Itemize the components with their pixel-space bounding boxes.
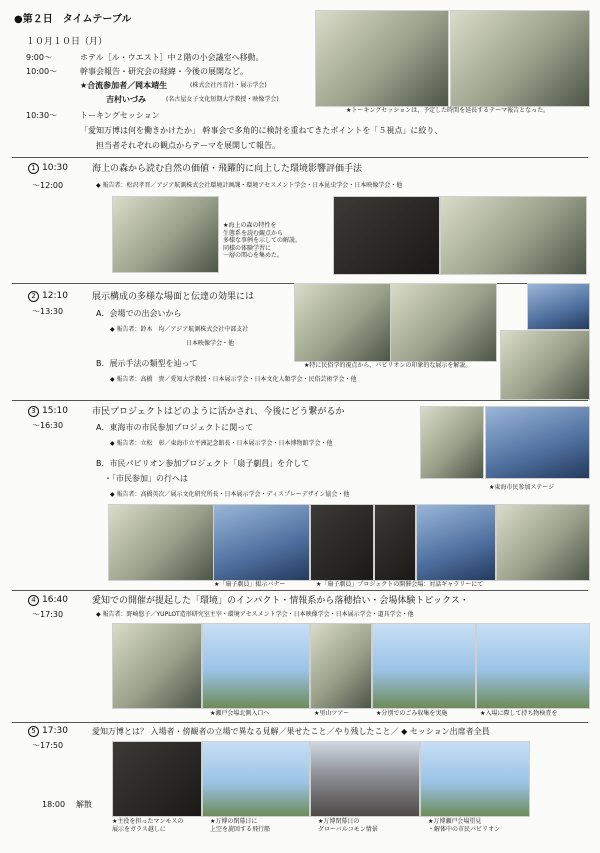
section-3-photo-stage [485, 406, 590, 479]
section-3-number: 3 [28, 406, 39, 417]
section-4-photo-2 [202, 623, 310, 709]
section-2-title: 展示構成の多様な場面と伝達の効果には [92, 292, 255, 302]
session-date: １０月１０日（月） [26, 37, 108, 47]
intro-text-3: トーキングセッション [80, 111, 160, 120]
section-4-title: 愛知での開催が提起した「環境」のインパクト・情報系から落穂拾い・会場体験トピックス・ [92, 596, 469, 606]
section-5-caption-2: ★万博の閉幕日に 上空を旋回する飛行船 [210, 818, 271, 833]
section-4-reporter: ◆ 報告者：野崎悠子／YUPLOT造形研究室主宰・環境アセスメント学会・日本映像学会・日本展示学会・道具学会・他 [96, 611, 414, 618]
section-1-heading [28, 163, 68, 174]
page-title: ●第２日 タイムテーブル [14, 14, 132, 25]
section-4-caption-2: ★里山ツアー [314, 710, 350, 717]
section-3-sub-b2: ・「市民参加」の行へは [104, 474, 188, 483]
section-4-caption-3: ★分別でのごみ収集を実施 [376, 710, 448, 717]
intro-participant-1: ★合流参加者／岡本靖生 [80, 81, 168, 90]
session-photo-1 [315, 10, 449, 107]
section-4-heading [28, 595, 68, 606]
intro-text-2: 幹事会報告・研究会の経緯・今後の展開など。 [80, 67, 248, 76]
intro-time-3: 10:30～ [26, 111, 58, 120]
section-3-photo-3 [310, 504, 374, 581]
section-3-end-time: ～16:30 [32, 421, 64, 430]
divider [12, 400, 588, 401]
section-5-title: 愛知万博とは？ 入場者・傍観者の立場で異なる見解／果せたこと／やり残したこと／ ◆ セッション出席者全員 [92, 727, 490, 736]
section-4-photo-5 [476, 623, 590, 709]
section-1-photo-3 [440, 196, 587, 275]
intro-participant-2-affiliation: (名古屋女子文化短期大学教授・映像学会) [166, 96, 279, 103]
section-1-photo-1 [112, 196, 219, 273]
section-5-number: 5 [28, 726, 39, 737]
section-1-time: 10:30 [42, 163, 68, 173]
section-3-reporter-a: ◆ 報告者：立松 彰／東海市立平洲記念館長・日本展示学会・日本博物館学会・他 [110, 440, 333, 447]
intro-photo-caption: ★トーキングセッションは、予定した時間を延長するテーマ報告となった。 [346, 107, 550, 114]
section-5-end-time: ～17:50 [32, 741, 64, 750]
section-2-number: 2 [28, 291, 39, 302]
section-5-photo-crowd [310, 741, 420, 817]
section-4-photo-1 [112, 623, 202, 709]
section-4-photo-3 [310, 623, 372, 709]
section-2-time: 12:10 [42, 291, 68, 301]
section-4-time: 16:40 [42, 595, 68, 605]
section-2-reporter-a-affiliation: 日本映像学会・他 [186, 340, 235, 347]
section-5-photo-airship [202, 741, 310, 817]
intro-time-2: 10:00～ [26, 67, 58, 76]
section-3-photo-4 [374, 504, 416, 581]
section-3-photo-2 [213, 504, 310, 581]
section-3-sub-b: B．市民パビリオン参加プロジェクト「扇子劇員」を介して [96, 459, 310, 468]
section-5-caption-4: ★万博瀬戸会場望見 ・解体中の市民パビリオン [428, 818, 500, 833]
section-3-reporter-b: ◆ 報告者：高橋英次／展示文化研究所長・日本展示学会・ディスプレーデザイン協会・他 [110, 491, 350, 498]
section-3-caption-event: ★「扇子劇員」プロジェクトの開催会場：対話ギャラリーにて [316, 581, 484, 588]
intro-participant-1-affiliation: (株式会社丹青社・展示学会) [190, 82, 267, 89]
section-2-photo-3 [527, 283, 590, 330]
section-2-end-time: ～13:30 [32, 307, 64, 316]
section-5-heading [28, 726, 68, 737]
section-2-sub-a: A．会場での出会いから [96, 309, 182, 318]
section-5-caption-1: ★主役を担ったマンモスの 展示をガラス越しに [112, 818, 184, 833]
section-5-photo-pavilion [420, 741, 530, 817]
section-3-time: 15:10 [42, 406, 68, 416]
intro-text-1: ホテル［ル・ウエスト］中２階の小会議室へ移動。 [80, 53, 264, 62]
section-4-number: 4 [28, 595, 39, 606]
intro-participant-2: 吉村いづみ [106, 95, 146, 104]
section-4-caption-4: ★入場に際して持ち物検査を [480, 710, 558, 717]
section-3-photo-6 [496, 504, 590, 581]
section-1-caption: ★海上の森の特性を 生態系を読む観点から 多様な事例を示しての解説。 同様の体験学習に 一層の関心を集めた。 [223, 222, 302, 259]
section-2-caption: ★特に民俗学的視点から、パビリオンの印象的な展示を解説。 [304, 362, 472, 369]
section-1-photo-2 [333, 196, 440, 275]
section-2-sub-b: B．展示手法の類型を辿って [96, 359, 198, 368]
section-3-caption-stage: ★東海市民参加ステージ [489, 484, 555, 491]
closing-text: 解散 [76, 800, 92, 809]
session-photo-2 [450, 10, 590, 107]
section-5-photo-mammoth [112, 741, 202, 817]
section-4-end-time: ～17:30 [32, 610, 64, 619]
divider [12, 157, 588, 158]
section-5-caption-3: ★万博閉幕日の グローバルコモン情景 [318, 818, 378, 833]
section-2-photo-2 [390, 283, 497, 362]
section-3-photo-speaker [420, 406, 484, 479]
section-3-sub-a: A．東海市の市民参加プロジェクトに関って [96, 423, 254, 432]
section-2-reporter-b: ◆ 報告者：高橋 貴／愛知大学教授・日本展示学会・日本文化人類学会・民俗芸術学会・他 [110, 376, 357, 383]
closing-time: 18:00 [42, 800, 66, 809]
divider [12, 590, 588, 591]
section-3-title: 市民プロジェクトはどのように活かされ、今後にどう繋がるか [92, 407, 345, 417]
intro-text-4: 「愛知万博は何を働きかけたか」 幹事会で多角的に検討を重ねてきたポイントを「５視点」に絞り、 [80, 126, 443, 135]
section-2-heading [28, 291, 68, 302]
section-1-end-time: ～12:00 [32, 181, 64, 190]
section-4-caption-1: ★瀬戸会場北側入口へ [210, 710, 270, 717]
section-3-heading [28, 406, 68, 417]
intro-time-1: 9:00～ [26, 53, 52, 62]
section-4-photo-4 [372, 623, 476, 709]
section-2-photo-1 [294, 283, 391, 362]
divider [12, 722, 588, 723]
section-5-time: 17:30 [42, 726, 68, 736]
section-1-title: 海上の森から読む自然の価値・飛躍的に向上した環境影響評価手法 [92, 164, 363, 174]
section-1-reporter: ◆ 報告者：松沢孝晋／アジア航測株式会社環境計画課・環境アセスメント学会・日本昆虫学会・日本映像学会・他 [96, 182, 403, 189]
section-3-photo-1 [108, 504, 214, 581]
section-3-photo-5 [416, 504, 496, 581]
intro-text-5: 担当者それぞれの観点からテーマを展開して報告。 [96, 141, 280, 150]
section-3-caption-banner: ★「扇子劇員」掲示バナー [214, 581, 286, 588]
section-2-photo-4 [500, 330, 590, 400]
section-1-number: 1 [28, 163, 39, 174]
section-2-reporter-a: ◆ 報告者：鈴木 均／アジア航測株式会社中部支社 [110, 326, 249, 333]
